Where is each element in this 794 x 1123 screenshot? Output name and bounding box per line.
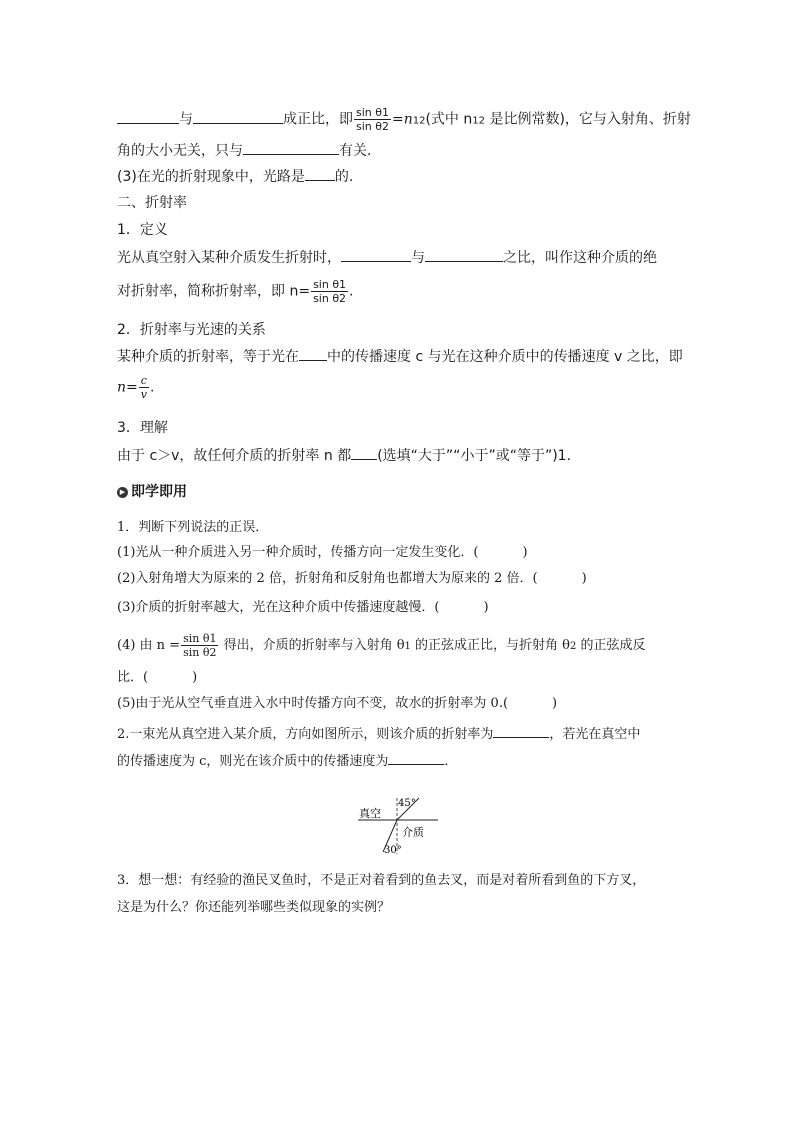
- question-1-item-3: (3)介质的折射率越大，光在这种介质中传播速度越慢．( ): [117, 600, 489, 615]
- question-3-line-1: 3．想一想：有经验的渔民叉鱼时，不是正对着看到的鱼去叉，而是对着所看到鱼的下方叉，: [117, 873, 646, 888]
- question-1-item-4-cont: 比．( ): [117, 670, 198, 685]
- question-1-item-2: (2)入射角增大为原来的 2 倍，折射角和反射角也都增大为原来的 2 倍．( ): [117, 571, 587, 586]
- question-1-item-1: (1)光从一种介质进入另一种介质时，传播方向一定发生变化．( ): [117, 545, 528, 560]
- question-2-line-2: 的传播速度为 c，则光在该介质中的传播速度为 ．: [117, 750, 457, 772]
- refraction-diagram: [352, 790, 442, 860]
- answer-blank[interactable]: [388, 750, 444, 765]
- subheading-understanding: 3．理解: [117, 420, 168, 436]
- sine-ratio-fraction: $\frac{\text{sin θ1}}{\text{sin θ2}}$: [183, 632, 217, 659]
- speed-relation-line-1: 某种介质的折射率，等于光在 中的传播速度 c 与光在这种介质中的传播速度 v 之比，即: [117, 346, 683, 367]
- subheading-definition: 1．定义: [117, 222, 168, 238]
- sine-ratio-fraction: $\frac{\text{sin θ1}}{\text{sin θ2}}$: [313, 278, 347, 305]
- answer-blank[interactable]: [299, 346, 327, 361]
- answer-blank[interactable]: [425, 247, 503, 262]
- answer-blank[interactable]: [193, 109, 283, 124]
- section-heading: 二、折射率: [117, 195, 187, 211]
- answer-blank[interactable]: [305, 166, 335, 181]
- medium-label: 介质: [402, 826, 424, 839]
- definition-line-2: 对折射率，简称折射率，即 n= $\frac{\text{sin θ1}}{\text{sin θ2}}$ .: [117, 278, 354, 305]
- question-1-item-5: (5)由于光从空气垂直进入水中时传播方向不变，故水的折射率为 0.( ): [117, 696, 558, 711]
- question-1: 1．判断下列说法的正误．: [117, 520, 269, 535]
- law-line-1: 与 成正比，即 $\frac{\text{sin θ1}}{\text{sin θ2}}$ =n12(式中 n12 是比例常数)，它与入射角、折射: [117, 106, 691, 133]
- question-1-item-4: (4) 由 n = $\frac{\text{sin θ1}}{\text{sin θ2}}$ 得出，介质的折射率与入射角 θ1 的正弦成正比，与折射角 θ2 的正弦成反: [117, 632, 646, 659]
- sine-ratio-fraction: $\frac{\text{sin θ1}}{\text{sin θ2}}$: [356, 106, 389, 133]
- practice-title: ▶ 即学即用: [117, 482, 187, 502]
- vacuum-label: 真空: [359, 807, 381, 820]
- answer-blank[interactable]: [117, 109, 179, 124]
- play-circle-icon: ▶: [117, 487, 128, 498]
- question-3-line-2: 这是为什么？你还能列举哪些类似现象的实例？: [117, 900, 391, 915]
- answer-blank[interactable]: [493, 723, 549, 738]
- refraction-angle-label: 30°: [384, 845, 402, 856]
- law-line-2: 角的大小无关，只与 有关.: [117, 140, 371, 161]
- definition-line-1: 光从真空射入某种介质发生折射时， 与 之比，叫作这种介质的绝: [117, 247, 657, 268]
- answer-blank[interactable]: [243, 140, 339, 155]
- law-line-3: (3)在光的折射现象中，光路是 的.: [117, 166, 353, 187]
- subheading-speed-relation: 2．折射率与光速的关系: [117, 322, 266, 338]
- answer-blank[interactable]: [351, 445, 377, 460]
- speed-relation-line-2: n= $\frac{c}{v}$ .: [117, 374, 155, 401]
- incidence-angle-label: 45°: [398, 798, 416, 809]
- speed-ratio-fraction: $\frac{c}{v}$: [140, 374, 147, 401]
- understanding-line: 由于 c＞v，故任何介质的折射率 n 都 (选填“大于”“小于”或“等于”)1.: [117, 445, 571, 466]
- question-2-line-1: 2.一束光从真空进入某介质，方向如图所示，则该介质的折射率为 ，若光在真空中: [117, 723, 640, 745]
- answer-blank[interactable]: [341, 247, 411, 262]
